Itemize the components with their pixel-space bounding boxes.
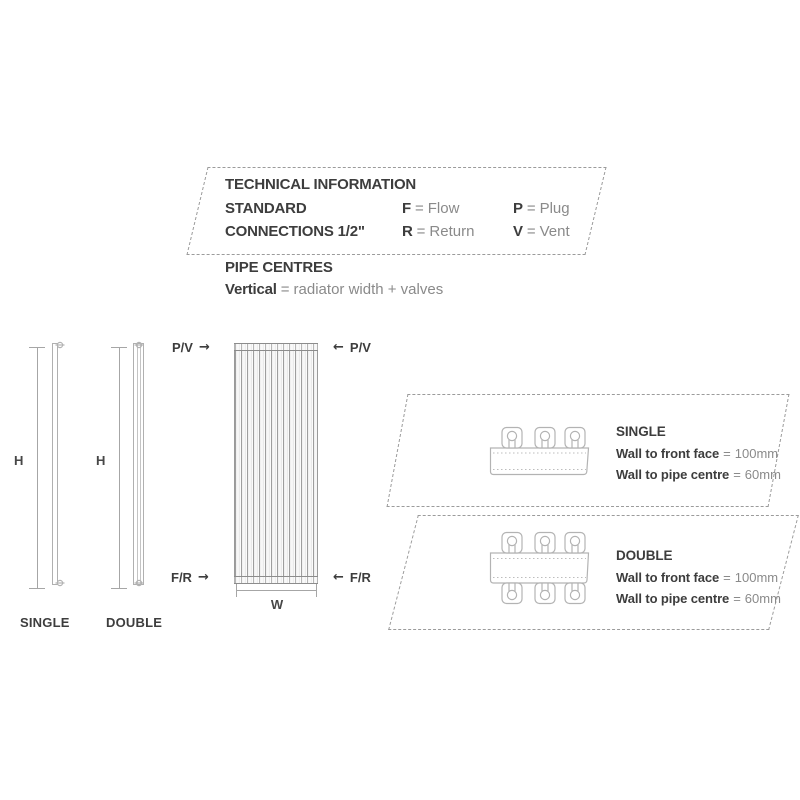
- spec-label: Wall to pipe centre: [616, 467, 730, 482]
- equals-sign: =: [416, 223, 426, 240]
- connection-label-bottom-right: [333, 570, 371, 585]
- spec-label: Wall to front face: [616, 570, 720, 585]
- legend-item-flow: [402, 200, 459, 217]
- spec-value: 60mm: [744, 591, 781, 606]
- height-dimension-line-single: [37, 347, 38, 589]
- double-spec-pipe-centre: [616, 591, 781, 606]
- width-label: W: [270, 597, 284, 612]
- legend-value-return: Return: [429, 223, 475, 240]
- double-spec-front-face: [616, 570, 778, 585]
- dimension-tick-bottom-single: [29, 588, 45, 589]
- dimension-tick-top-double: [111, 347, 127, 348]
- equals-sign: =: [723, 570, 731, 585]
- legend-key-flow: F: [402, 200, 411, 217]
- radiator-profile-single: [52, 343, 58, 585]
- single-cross-section-drawing: [489, 426, 591, 476]
- pipe-centres-definition: radiator width + valves: [293, 281, 444, 298]
- radiator-profile-double: [133, 343, 144, 585]
- dimension-tick-bottom-double: [111, 588, 127, 589]
- fr-label: F/R: [349, 570, 371, 585]
- double-detail-title: DOUBLE: [616, 548, 673, 563]
- single-side-view-caption: SINGLE: [20, 615, 70, 630]
- connection-label-top-right: [333, 340, 371, 355]
- radiator-bottom-header: [234, 576, 318, 584]
- connection-label-bottom-left: [171, 570, 209, 585]
- spec-value: 60mm: [744, 467, 781, 482]
- pipe-centres-definition-row: [225, 281, 443, 298]
- legend-key-return: R: [402, 223, 413, 240]
- legend-item-return: [402, 223, 474, 240]
- left-arrow-icon: ←: [333, 340, 344, 355]
- legend-key-vent: V: [513, 223, 523, 240]
- double-cross-section-drawing: [489, 531, 591, 605]
- pipe-centres-term: Vertical: [225, 281, 277, 298]
- left-arrow-icon: ←: [333, 570, 344, 585]
- double-side-view-caption: DOUBLE: [106, 615, 163, 630]
- fr-label: F/R: [171, 570, 192, 585]
- equals-sign: =: [723, 446, 731, 461]
- legend-key-plug: P: [513, 200, 523, 217]
- radiator-top-header: [234, 343, 318, 351]
- legend-item-vent: [513, 223, 570, 240]
- equals-sign: =: [526, 223, 536, 240]
- height-label-double: H: [96, 453, 106, 468]
- equals-sign: =: [414, 200, 424, 217]
- legend-value-plug: Plug: [539, 200, 570, 217]
- spec-label: Wall to pipe centre: [616, 591, 730, 606]
- legend-value-vent: Vent: [539, 223, 570, 240]
- tech-info-connections-label: CONNECTIONS 1/2": [225, 223, 365, 240]
- single-detail-title: SINGLE: [616, 424, 666, 439]
- valve-icon: [55, 578, 65, 588]
- dimension-tick-top-single: [29, 347, 45, 348]
- pv-label: P/V: [349, 340, 371, 355]
- profile-inner-line: [140, 344, 141, 584]
- spec-label: Wall to front face: [616, 446, 720, 461]
- height-dimension-line-double: [119, 347, 120, 589]
- tech-info-title: TECHNICAL INFORMATION: [225, 176, 417, 193]
- equals-sign: =: [733, 467, 741, 482]
- pipe-centres-heading: PIPE CENTRES: [225, 259, 333, 276]
- single-spec-front-face: [616, 446, 778, 461]
- width-dimension-line: [236, 590, 317, 591]
- height-label-single: H: [14, 453, 24, 468]
- radiator-front-body: [234, 343, 318, 584]
- valve-icon: [134, 578, 144, 588]
- equals-sign: =: [280, 281, 290, 298]
- profile-inner-line: [137, 344, 138, 584]
- spec-value: 100mm: [734, 570, 779, 585]
- valve-icon: [134, 340, 144, 350]
- equals-sign: =: [526, 200, 536, 217]
- connection-label-top-left: [172, 340, 210, 355]
- tech-info-standard-label: STANDARD: [225, 200, 307, 217]
- valve-icon: [55, 340, 65, 350]
- single-spec-pipe-centre: [616, 467, 781, 482]
- equals-sign: =: [733, 591, 741, 606]
- pv-label: P/V: [172, 340, 193, 355]
- right-arrow-icon: →: [198, 340, 210, 355]
- legend-item-plug: [513, 200, 570, 217]
- legend-value-flow: Flow: [427, 200, 460, 217]
- spec-value: 100mm: [734, 446, 779, 461]
- right-arrow-icon: →: [197, 570, 209, 585]
